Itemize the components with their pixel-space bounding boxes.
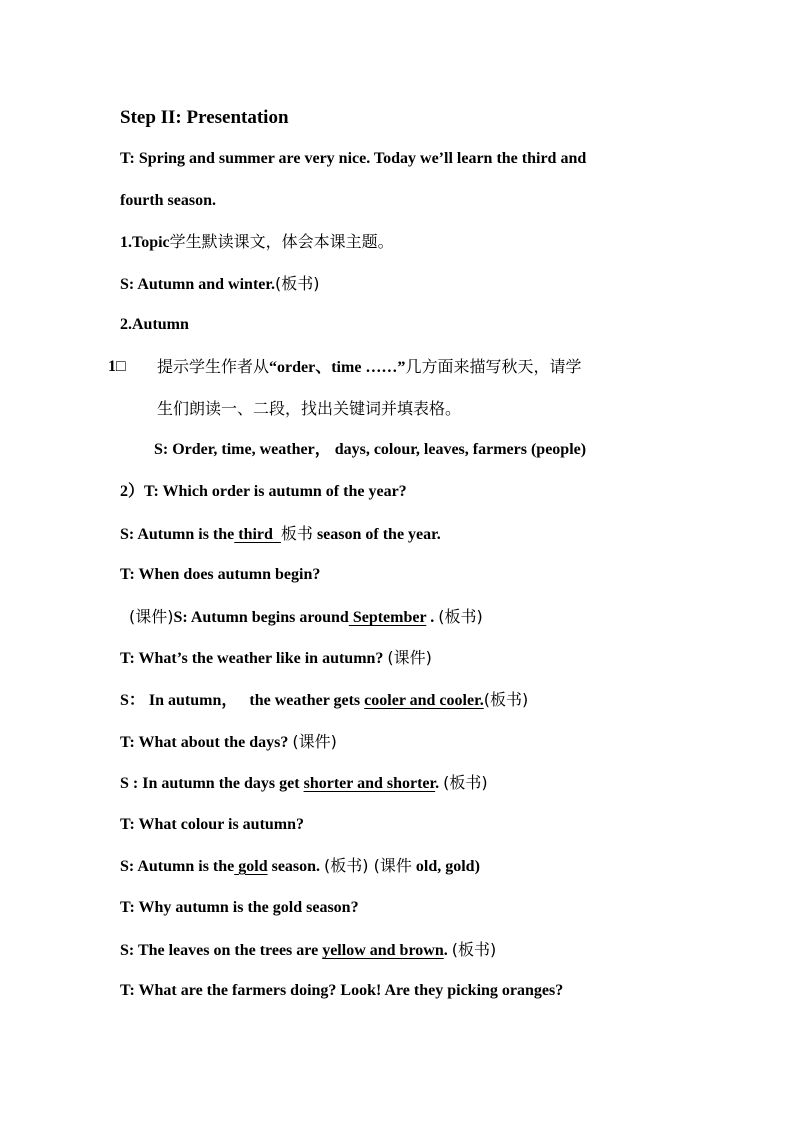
answer-leaves-fill: yellow and brown: [322, 942, 444, 959]
intro-line-1: T: Spring and summer are very nice. Today we’ll learn the third and: [120, 150, 587, 167]
answer-leaves-pre: S: The leaves on the trees are: [120, 942, 323, 959]
question-time: T: When does autumn begin?: [120, 566, 321, 583]
answer-days-note: (板书): [443, 773, 488, 792]
question-weather-text: T: What’s the weather like in autumn?: [120, 650, 388, 667]
answer-order-post: season of the year.: [312, 526, 441, 543]
answer-time-pre: S: Autumn begins around: [173, 609, 349, 626]
question-gold: T: Why autumn is the gold season?: [120, 899, 359, 916]
answer-days-pre: S : In autumn the days get: [120, 775, 304, 792]
question-weather: [120, 648, 432, 669]
answer-days: [120, 773, 488, 794]
item1-line-1: [157, 357, 581, 378]
answer-colour-post: season.: [267, 858, 325, 875]
answer-weather-pre: S： In autumn， the weather gets: [120, 692, 365, 709]
question-days-note: (课件): [292, 732, 337, 751]
answer-order-fill: third: [234, 526, 281, 543]
question-order: 2）T: Which order is autumn of the year?: [120, 483, 407, 500]
answer-colour: [120, 856, 480, 877]
answer-leaves: [120, 940, 496, 961]
item1-line1-a: 提示学生作者从: [157, 357, 270, 376]
item1-number: 1□: [108, 358, 126, 375]
answer-time-note2: (板书): [438, 607, 483, 626]
answer-weather: [120, 690, 528, 711]
topic-text: 学生默读课文，体会本课主题。: [169, 232, 394, 251]
question-weather-note: (课件): [387, 648, 432, 667]
topic-answer: [120, 274, 320, 295]
answer-order-pre: S: Autumn is the: [120, 526, 235, 543]
item1-line1-c: 几方面来描写秋天，请学: [405, 357, 582, 376]
topic-line: [120, 232, 394, 253]
answer-colour-pre: S: Autumn is the: [120, 858, 235, 875]
answer-time-post: .: [426, 609, 439, 626]
answer-leaves-note: (板书): [451, 940, 497, 959]
question-farmers: T: What are the farmers doing? Look! Are they picking oranges?: [120, 982, 564, 999]
answer-time: [129, 607, 483, 628]
answer-colour-note2: (课件: [368, 856, 412, 875]
answer-time-note1: (课件): [129, 607, 174, 626]
section-heading: Step II: Presentation: [120, 107, 289, 128]
topic-prefix: 1.Topic: [120, 234, 170, 251]
question-colour: T: What colour is autumn?: [120, 816, 305, 833]
answer-colour-note1: (板书): [324, 856, 369, 875]
answer-colour-fill: gold: [234, 858, 268, 875]
item1-line1-b: “order、time ……”: [269, 359, 406, 376]
answer-weather-fill: cooler and cooler.: [364, 692, 484, 709]
item1-line-2: 生们朗读一、二段，找出关键词并填表格。: [157, 399, 462, 418]
topic-answer-text: S: Autumn and winter.: [120, 276, 276, 293]
answer-colour-post2: old, gold): [411, 858, 480, 875]
intro-line-2: fourth season.: [120, 192, 217, 209]
answer-order: [120, 524, 441, 545]
autumn-heading: 2.Autumn: [120, 316, 189, 333]
answer-leaves-post: .: [443, 942, 452, 959]
question-days: [120, 732, 337, 753]
item1-answer: S: Order, time, weather， days, colour, leaves, farmers (people): [154, 441, 587, 458]
topic-answer-note: (板书): [275, 274, 320, 293]
answer-weather-note: (板书): [483, 690, 529, 709]
answer-order-note: 板书: [280, 524, 313, 543]
question-days-text: T: What about the days?: [120, 734, 293, 751]
answer-days-fill: shorter and shorter: [303, 775, 436, 792]
answer-time-fill: September: [348, 609, 427, 626]
answer-days-post: .: [435, 775, 444, 792]
